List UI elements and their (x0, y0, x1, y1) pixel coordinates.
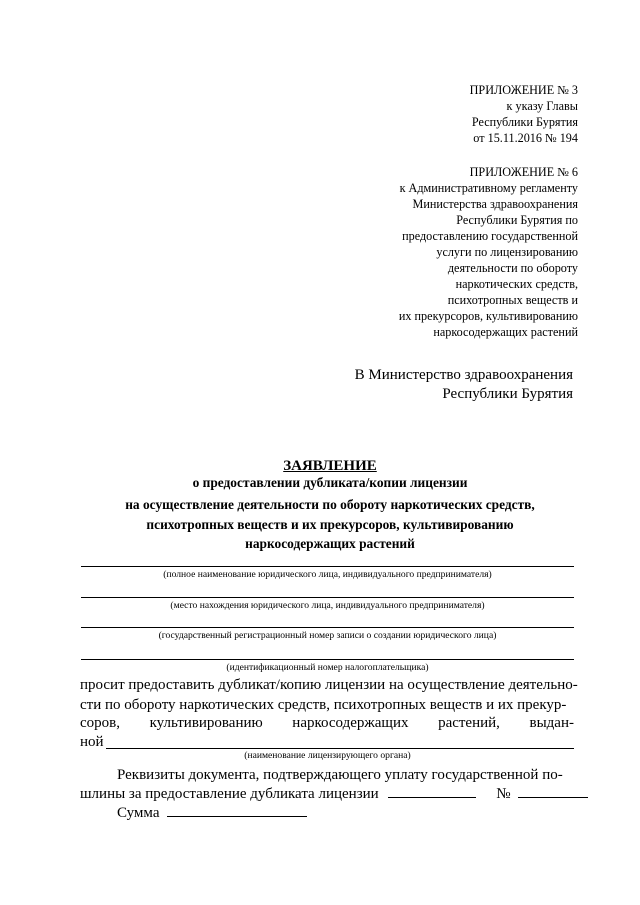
requisites-line-1: Реквизиты документа, подтверждающего уплату государственной по- (117, 767, 563, 783)
appendix-6-line: их прекурсоров, культивированию (398, 309, 578, 323)
sum-line (117, 804, 417, 823)
appendix-3-line: к указу Главы (506, 99, 578, 113)
appendix-6-block (399, 164, 578, 340)
requisites-text: шлины за предоставление дубликата лицензии (80, 786, 379, 802)
appendix-6-line: наркосодержащих растений (433, 325, 578, 339)
body-word: культивированию (149, 715, 263, 731)
appendix-3-line: ПРИЛОЖЕНИЕ № 3 (469, 83, 578, 97)
location-field-line[interactable] (81, 597, 574, 598)
document-subtitle-line-4: наркосодержащих растений (245, 536, 415, 551)
sum-label: Сумма (117, 805, 160, 821)
registration-number-field-line[interactable] (81, 627, 574, 628)
issuer-field-caption: (наименование лицензирующего органа) (244, 750, 411, 761)
appendix-6-line: психотропных веществ и (447, 293, 578, 307)
sum-field[interactable] (167, 816, 307, 817)
registration-number-caption: (государственный регистрационный номер записи о создании юридического лица) (158, 630, 497, 641)
appendix-6-line: наркотических средств, (455, 277, 578, 291)
body-line-3 (80, 714, 574, 733)
document-subtitle-line-2: на осуществление деятельности по обороту наркотических средств, (125, 497, 535, 512)
body-word: наркосодержащих (292, 715, 409, 731)
addressee-block (355, 366, 573, 404)
number-sign: № (496, 786, 511, 802)
appendix-6-line: предоставлению государственной (402, 229, 578, 243)
inn-field-line[interactable] (81, 659, 574, 660)
document-heading: ЗАЯВЛЕНИЕ (283, 458, 377, 474)
name-field-line[interactable] (81, 566, 574, 567)
name-field-caption: (полное наименование юридического лица, индивидуального предпринимателя) (163, 569, 492, 580)
addressee-line-2: Республики Бурятия (442, 386, 573, 402)
addressee-line-1: В Министерство здравоохранения (354, 367, 573, 383)
issued-by-label: ной (80, 734, 104, 750)
appendix-3-block (470, 82, 578, 146)
issuer-field-line[interactable] (106, 748, 574, 749)
inn-field-caption: (идентификационный номер налогоплательщика) (226, 662, 429, 673)
location-field-caption: (место нахождения юридического лица, индивидуального предпринимателя) (170, 600, 485, 611)
appendix-3-line: от 15.11.2016 № 194 (473, 131, 578, 145)
appendix-6-line: деятельности по обороту (447, 261, 578, 275)
body-line-1: просит предоставить дубликат/копию лицензии на осуществление деятельно- (80, 677, 578, 693)
document-subtitle-line-1: о предоставлении дубликата/копии лицензии (192, 475, 468, 490)
document-subtitle-line-3: психотропных веществ и их прекурсоров, культивированию (146, 517, 514, 532)
body-word: выдан- (529, 715, 574, 731)
document-number-field[interactable] (518, 797, 588, 798)
appendix-6-line: Министерства здравоохранения (412, 197, 578, 211)
body-word: растений, (438, 715, 500, 731)
appendix-6-line: Республики Бурятия по (456, 213, 578, 227)
body-word: соров, (80, 715, 120, 731)
appendix-6-line: к Административному регламенту (399, 181, 578, 195)
appendix-3-line: Республики Бурятия (471, 115, 578, 129)
document-date-field[interactable] (388, 797, 476, 798)
appendix-6-line: ПРИЛОЖЕНИЕ № 6 (469, 165, 578, 179)
requisites-line-2 (80, 785, 574, 804)
body-line-2: сти по обороту наркотических средств, психотропных веществ и их прекур- (80, 697, 567, 713)
appendix-6-line: услуги по лицензированию (436, 245, 578, 259)
